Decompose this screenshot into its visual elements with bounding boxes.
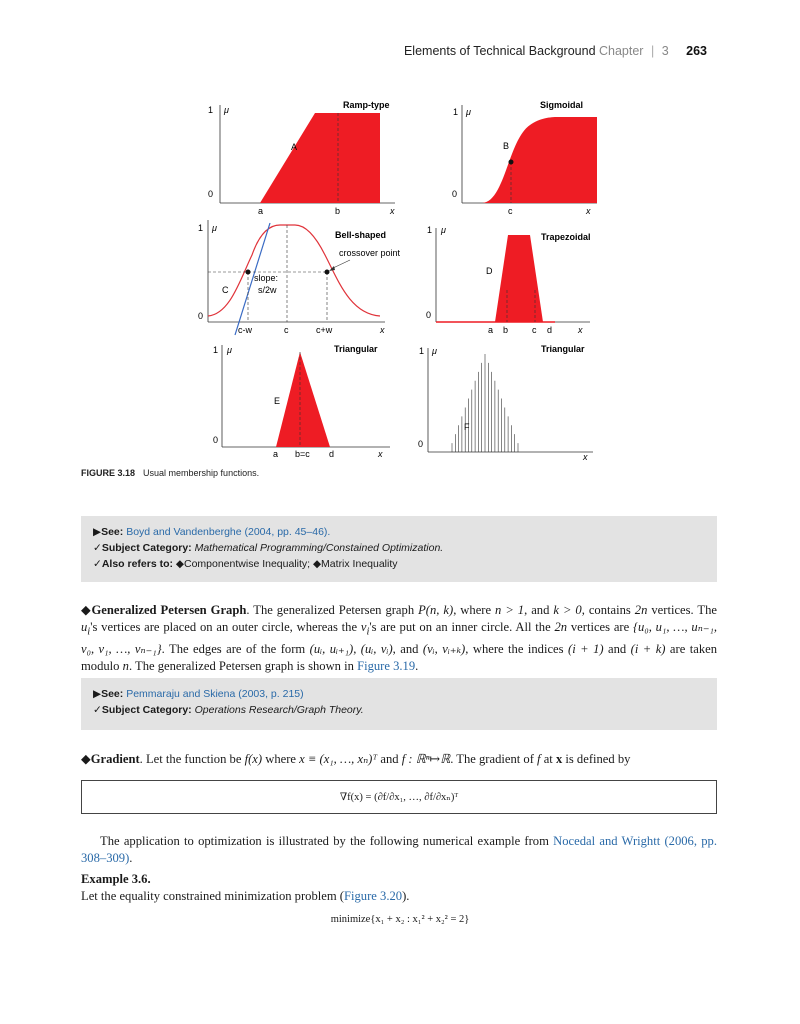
subject-line: ✓Subject Category: Mathematical Programming/Constained Optimization.: [93, 542, 444, 554]
discrete-y-zero: 0: [418, 439, 424, 449]
petersen-text: are taken modulo: [81, 641, 718, 673]
bell-x-label: x: [380, 325, 385, 335]
crossover-arrow-head: [329, 266, 335, 271]
example-title: Example 3.6.: [81, 872, 151, 886]
ramp-y-top: 1: [208, 105, 214, 115]
trapezoid-tick-d: d: [547, 325, 553, 335]
triangle-discrete-panel: [418, 344, 593, 462]
ramp-tick-b: b: [335, 206, 341, 216]
triangle-point-label: E: [274, 396, 281, 406]
petersen-text: and: [603, 641, 631, 656]
petersen-text: 's vertices are placed on an outer circle, whereas the: [90, 620, 361, 634]
petersen-math: 2n: [634, 603, 648, 617]
ramp-membership-area: [260, 113, 380, 203]
gradient-formula-box: [81, 780, 717, 814]
bell-point-label: C: [222, 285, 229, 295]
bell-title: Bell-shaped: [335, 230, 387, 240]
application-text: The application to optimization is illustrated by the following numerical example from: [100, 834, 554, 848]
example-sentence: Let the equality constrained minimization problem (: [81, 889, 344, 903]
example-sentence: ).: [402, 889, 410, 903]
sigmoid-inflection-point: [509, 160, 514, 165]
petersen-math: P(n, k): [418, 603, 454, 617]
ramp-tick-a: a: [258, 206, 264, 216]
see-ref-link[interactable]: Boyd and Vandenberghe (2004, pp. 45–46).: [126, 526, 331, 538]
petersen-text: . The generalized Petersen graph is shown in: [128, 658, 358, 673]
see-line: ▶See: Boyd and Vandenberghe (2004, pp. 45–46).: [93, 526, 331, 538]
subject-label: Subject Category:: [101, 542, 192, 554]
trapezoid-point-label: D: [486, 266, 493, 276]
gradient-math: x ≡ (x₁, …, xₙ)ᵀ: [299, 752, 378, 766]
figure-3-19-link[interactable]: Figure 3.19: [357, 658, 416, 673]
figure-caption-label: FIGURE 3.18: [81, 468, 136, 478]
chapter-label: Chapter: [599, 44, 644, 58]
gradient-formula: ∇f(x) = (∂f/∂x₁, …, ∂f/∂xₙ)ᵀ: [339, 792, 459, 803]
discrete-title: Triangular: [541, 344, 585, 354]
running-header: [404, 44, 707, 58]
subject-value: Mathematical Programming/Constained Optimization.: [194, 542, 444, 554]
ramp-title: Ramp-type: [343, 100, 390, 110]
bell-panel: [198, 220, 401, 335]
sigmoid-y-top: 1: [453, 107, 459, 117]
petersen-math: (i + k): [630, 641, 666, 656]
slope-label-1: slope:: [254, 273, 279, 283]
petersen-term: Generalized Petersen Graph: [91, 603, 247, 617]
ramp-x-label: x: [390, 206, 395, 216]
running-title: Elements of Technical Background: [403, 44, 596, 58]
petersen-entry: ◆Generalized Petersen Graph. The generalized Petersen graph P(n, k), where n > 1, and k > 0, contains 2n vertices. The $u_i's$ vertices are placed on an outer circle, whereas the $v_i's$ are put on an inner circle. All the 2n vertices are {u₀, u₁, …, uₙ₋₁, v₀, v₁, …, vₙ₋₁}. The edges are of the form (uᵢ, uᵢ₊₁), (uᵢ, vᵢ), and (vᵢ, vᵢ₊ₖ), where the indices (i + 1) and (i + k) are taken modulo n. The generalized Petersen graph is shown in Figure 3.19.: [81, 603, 718, 673]
petersen-text: , where: [453, 603, 496, 617]
slope-label-2: s/2w: [258, 285, 277, 295]
see-box-pemmaraju: [81, 678, 717, 730]
bell-y-top: 1: [198, 223, 204, 233]
bell-tick-cw-minus: c-w: [238, 325, 252, 335]
ramp-y-zero: 0: [208, 189, 214, 199]
petersen-math: n > 1: [495, 603, 525, 617]
trapezoid-title: Trapezoidal: [541, 232, 591, 242]
gradient-text: at: [540, 752, 556, 766]
triangle-tick-bc: b=c: [295, 449, 310, 459]
also-label: Also refers to:: [101, 558, 173, 570]
petersen-text: .: [415, 658, 419, 673]
subject-line: ✓Subject Category: Operations Research/Graph Theory.: [93, 704, 364, 716]
page-number: 263: [686, 44, 707, 58]
gradient-text: . The gradient of: [450, 752, 538, 766]
sigmoid-mu: μ: [466, 107, 471, 117]
figure-3-18: [190, 90, 620, 470]
petersen-math: u: [81, 620, 88, 634]
trapezoid-mu: μ: [441, 225, 446, 235]
bell-tick-cw-plus: c+w: [316, 325, 333, 335]
minimize-formula: minimize{x₁ + x₂ : x₁² + x₂² = 2}: [330, 914, 470, 925]
sigmoid-x-label: x: [586, 206, 591, 216]
also-line: ✓Also refers to: ◆Componentwise Inequality; ◆Matrix Inequality: [93, 558, 398, 570]
petersen-text: . The generalized Petersen graph: [246, 603, 419, 617]
gradient-entry: ◆Gradient. Let the function be f(x) where x ≡ (x₁, …, xₙ)ᵀ and f : ℝⁿ↦ℝ. The gradient of f at x is defined by: [81, 752, 631, 766]
bell-crossover-point: [325, 270, 330, 275]
example-text: [81, 888, 717, 905]
petersen-math: (uᵢ, vᵢ): [360, 641, 393, 656]
gradient-text: and: [377, 752, 402, 766]
petersen-math: 2n: [554, 620, 568, 634]
see-ref-link[interactable]: Pemmaraju and Skiena (2003, p. 215): [126, 688, 304, 700]
trapezoid-y-zero: 0: [426, 310, 432, 320]
petersen-math: k > 0: [553, 603, 582, 617]
discrete-y-top: 1: [419, 346, 425, 356]
gradient-text: . Let the function be: [139, 752, 245, 766]
gradient-math: x: [555, 752, 563, 766]
petersen-math: (vᵢ, vᵢ₊ₖ): [422, 641, 466, 656]
gradient-math: f(x): [244, 752, 263, 766]
triangle-y-zero: 0: [213, 435, 219, 445]
also-items[interactable]: ◆Componentwise Inequality; ◆Matrix Inequality: [175, 558, 398, 570]
petersen-text: , where the indices: [465, 641, 568, 656]
petersen-text: vertices. The: [647, 603, 717, 617]
triangle-tick-d: d: [329, 449, 335, 459]
application-text: .: [129, 851, 133, 865]
figure-caption: [81, 468, 259, 478]
subject-value: Operations Research/Graph Theory.: [194, 704, 364, 716]
sigmoid-panel: [452, 100, 597, 216]
gradient-term: Gradient: [90, 752, 140, 766]
nocedal-wright-link[interactable]: Nocedal and Wrightt (2006, pp. 308–309): [81, 834, 717, 865]
gradient-math: f: [537, 752, 541, 766]
sigmoid-y-zero: 0: [452, 189, 458, 199]
trapezoid-panel: [426, 225, 591, 335]
figure-caption-text: Usual membership functions.: [143, 468, 260, 478]
sigmoid-membership-area: [482, 117, 597, 203]
header-separator: |: [650, 44, 655, 58]
petersen-text: , and: [392, 641, 423, 656]
trapezoid-y-top: 1: [427, 225, 433, 235]
triangle-title: Triangular: [334, 344, 378, 354]
sigmoid-title: Sigmoidal: [540, 100, 584, 110]
figure-3-20-link[interactable]: Figure 3.20: [344, 889, 403, 903]
petersen-math: (uᵢ, uᵢ₊₁): [309, 641, 354, 656]
discrete-point-label: F: [464, 422, 470, 432]
petersen-text: vertices are: [567, 620, 633, 634]
discrete-x-label: x: [583, 452, 588, 462]
petersen-text: . The edges are of the form: [161, 641, 310, 656]
petersen-math: v: [360, 620, 367, 634]
gradient-text: is defined by: [562, 752, 631, 766]
trapezoid-x-label: x: [578, 325, 583, 335]
triangle-membership-area: [276, 352, 330, 447]
triangle-x-label: x: [378, 449, 383, 459]
chapter-number: 3: [661, 44, 669, 58]
subject-label: Subject Category:: [101, 704, 192, 716]
trapezoid-membership-area: [495, 235, 543, 322]
ramp-point-label: A: [291, 142, 298, 152]
ramp-panel: [208, 100, 395, 216]
ramp-mu: μ: [224, 105, 229, 115]
petersen-text: , contains: [581, 603, 635, 617]
triangle-mu: μ: [227, 345, 232, 355]
trapezoid-tick-a: a: [488, 325, 494, 335]
discrete-mu: μ: [432, 346, 437, 356]
trapezoid-tick-c: c: [532, 325, 537, 335]
bell-left-point: [246, 270, 251, 275]
sigmoid-point-label: B: [503, 141, 510, 151]
see-line: ▶See: Pemmaraju and Skiena (2003, p. 215): [93, 688, 304, 700]
petersen-text: 's are put on an inner circle. All the: [369, 620, 555, 634]
triangle-panel: [213, 344, 390, 459]
gradient-math: f : ℝⁿ↦ℝ: [401, 752, 451, 766]
petersen-math: {u₀, u₁, …, uₙ₋₁, v₀, v₁, …, vₙ₋₁}: [81, 620, 717, 656]
petersen-text: , and: [524, 603, 554, 617]
triangle-tick-a: a: [273, 449, 279, 459]
discrete-bars: [452, 354, 518, 452]
crossover-annotation: crossover point: [339, 248, 401, 258]
bell-tick-c: c: [284, 325, 289, 335]
bell-y-zero: 0: [198, 311, 204, 321]
trapezoid-tick-b: b: [503, 325, 509, 335]
bell-mu: μ: [212, 223, 217, 233]
see-label: See:: [101, 526, 124, 538]
see-box-boyd: [81, 516, 717, 582]
see-label: See:: [101, 688, 124, 700]
triangle-y-top: 1: [213, 345, 219, 355]
petersen-math: (i + 1): [568, 641, 604, 656]
sigmoid-tick-c: c: [508, 206, 513, 216]
application-paragraph: [81, 833, 717, 867]
gradient-text: where: [262, 752, 300, 766]
